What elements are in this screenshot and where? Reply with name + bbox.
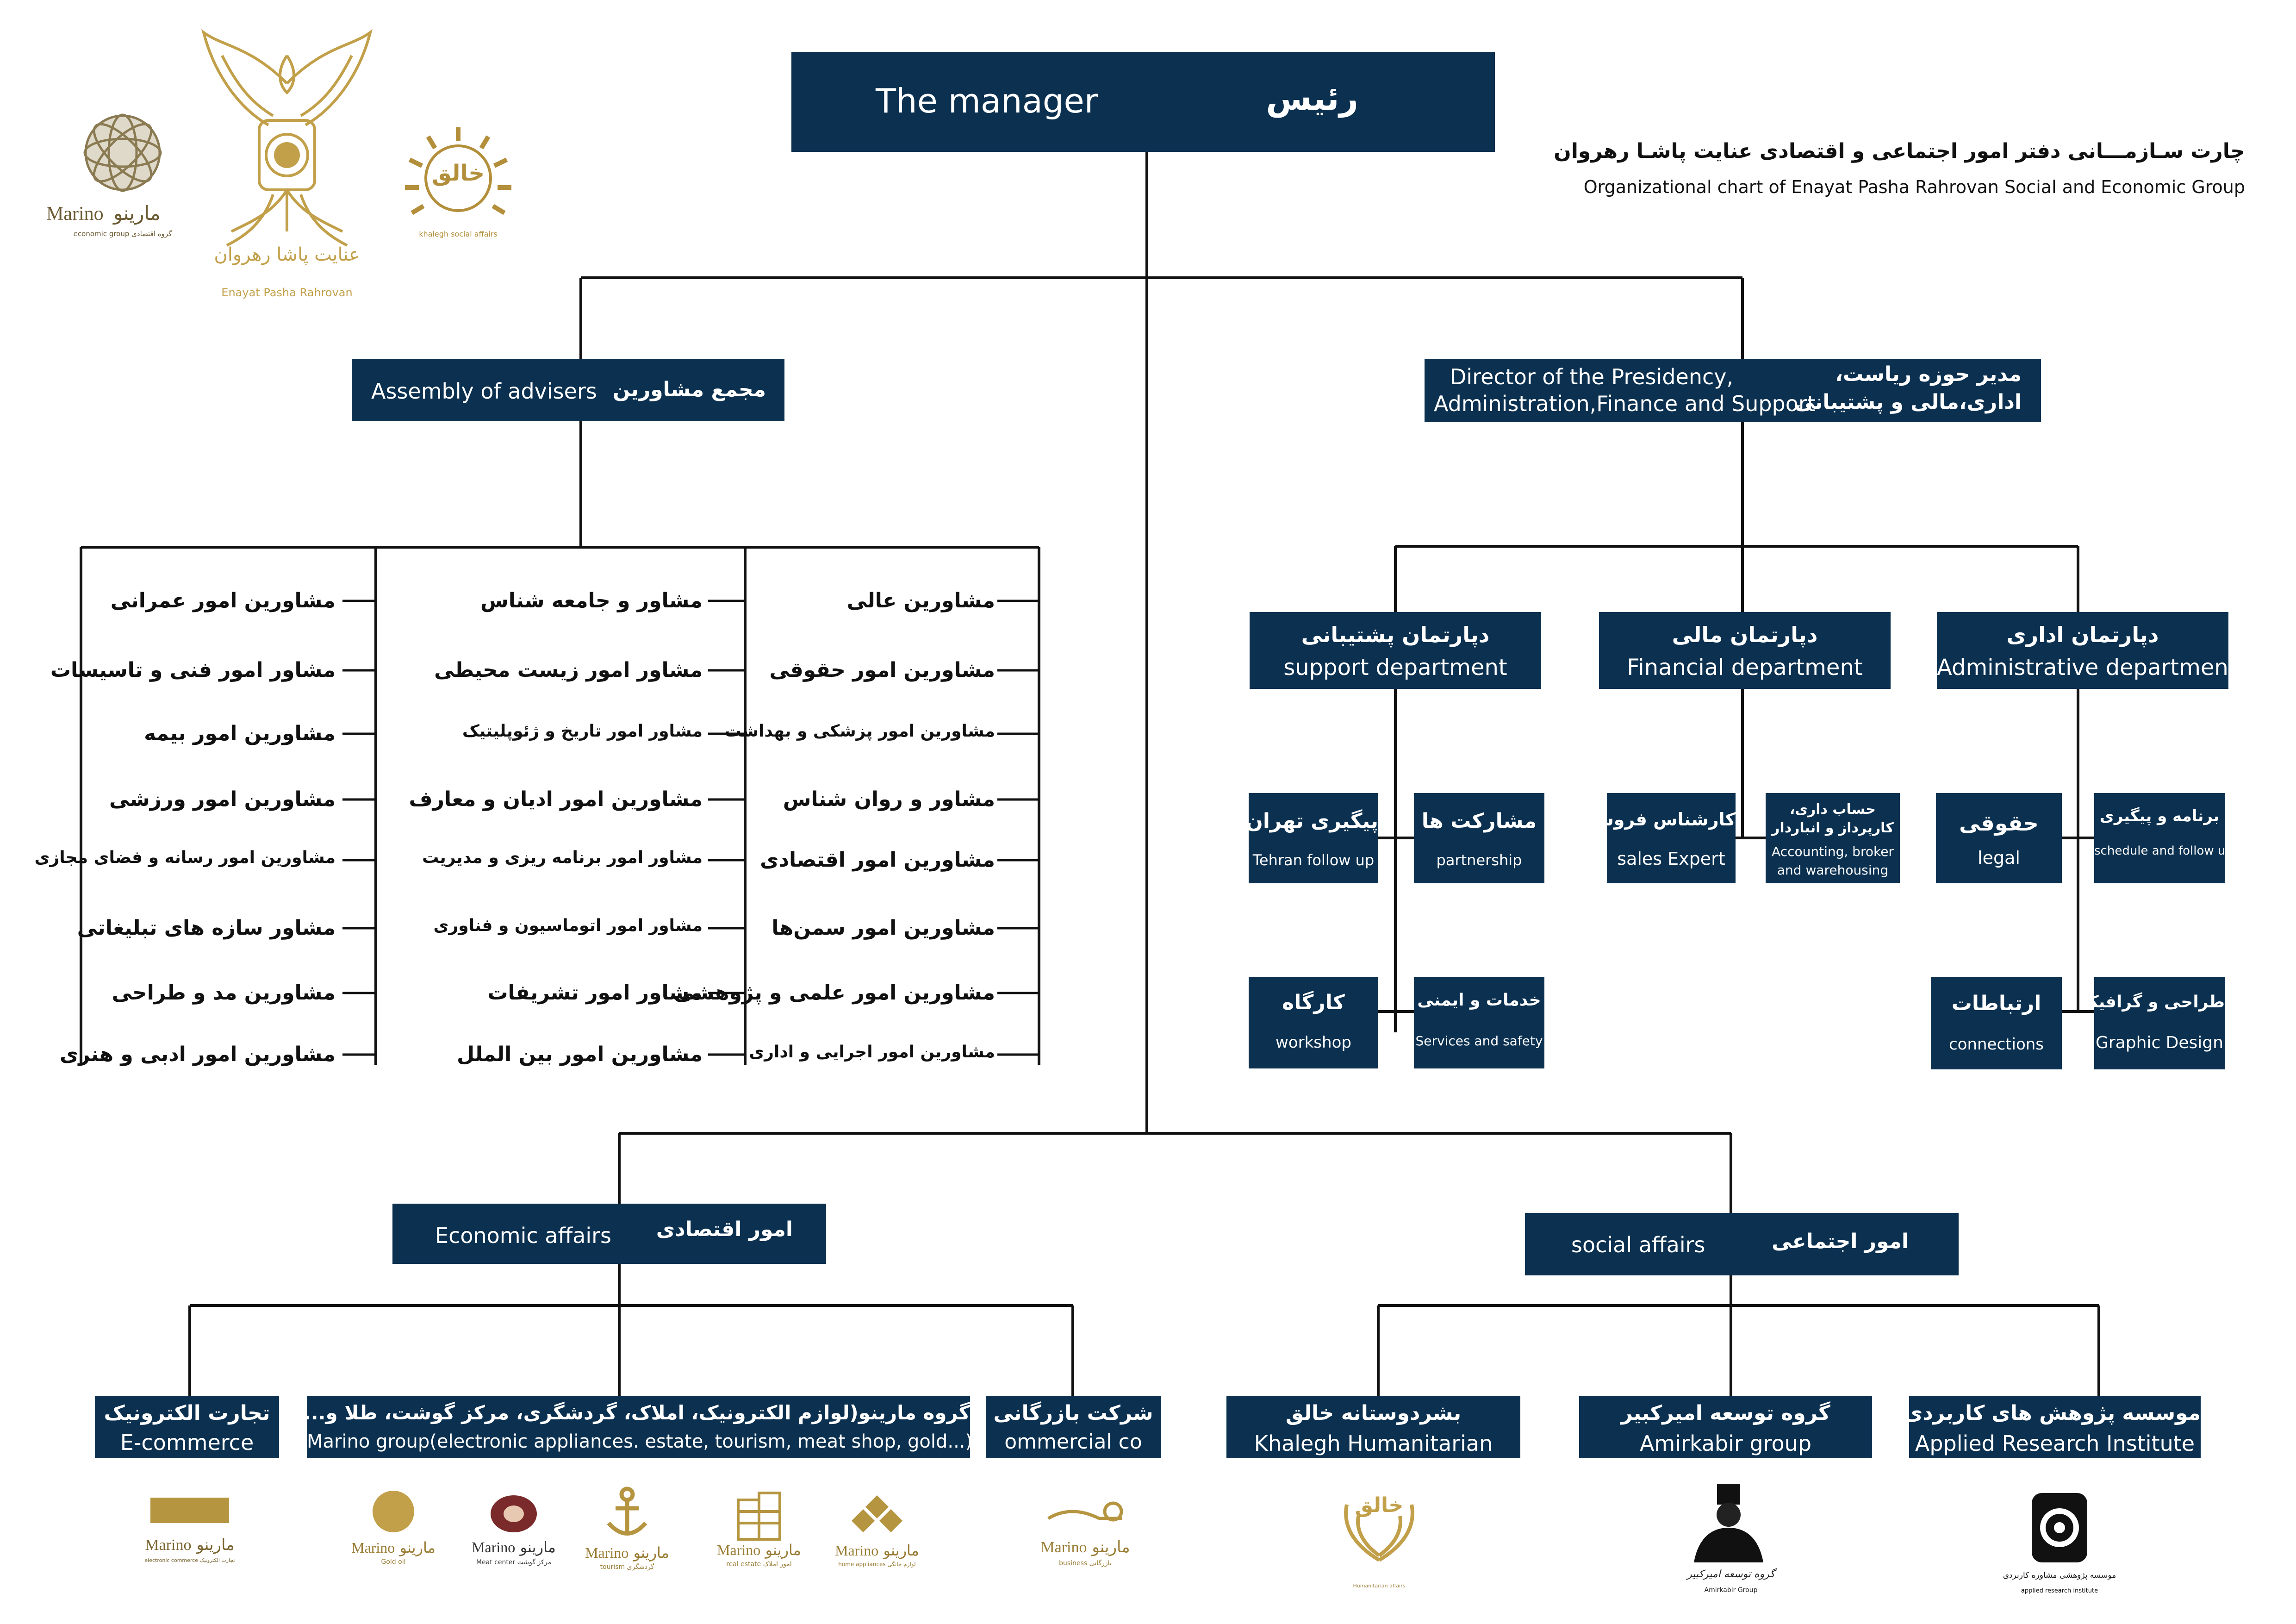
- adviser-item: مشاورین مد و طراحی: [112, 981, 336, 1005]
- social-affairs-fa: امور اجتماعی: [1772, 1230, 1909, 1253]
- partnership-fa: مشارکت ها: [1421, 809, 1537, 833]
- khalegh-logo-fa: خالق: [432, 160, 485, 186]
- director-label-fa-2: اداری،مالی و پشتیبانی: [1794, 390, 2022, 414]
- adviser-item: مشاورین امور حقوقی: [769, 658, 995, 682]
- diamond-tiles-icon: [824, 1493, 930, 1539]
- marino-economic-logo: [46, 106, 199, 259]
- business-logo-caption: business بازرگانی: [1059, 1560, 1112, 1567]
- research-institute-fa: موسسه پژوهش های کاربردی: [1904, 1401, 2201, 1425]
- home-appliances-logo-brand: Marino مارینو: [835, 1542, 919, 1559]
- amirkabir-group-fa: گروه توسعه امیرکبیر: [1621, 1401, 1830, 1425]
- commercial-co-box[interactable]: [986, 1396, 1161, 1458]
- khalegh-humanitarian-en: Khalegh Humanitarian: [1254, 1431, 1493, 1456]
- tehran-follow-up-box[interactable]: [1245, 793, 1378, 883]
- services-safety-fa: خدمات و ایمنی: [1417, 991, 1541, 1010]
- director-box[interactable]: [1425, 359, 2041, 422]
- adviser-item: مشاورین امور بیمه: [144, 722, 336, 745]
- economic-affairs-box[interactable]: [392, 1204, 826, 1264]
- research-institute-box[interactable]: [1904, 1396, 2201, 1458]
- amirkabir-logo-fa: گروه توسعه امیرکبیر: [1687, 1568, 1775, 1580]
- marino-brand-fa: مارینو: [113, 202, 161, 225]
- commercial-co-en: ommercial co: [1004, 1430, 1142, 1454]
- business-logo-brand: Marino مارینو: [1040, 1538, 1130, 1556]
- adviser-item: مشاور امور تشریفات: [487, 981, 703, 1005]
- khalegh-humanitarian-logo-caption: Humanitarian affairs: [1353, 1583, 1406, 1589]
- gold-logo-brand: Marino مارینو: [351, 1539, 436, 1556]
- financial-department-en: Financial department: [1627, 655, 1863, 681]
- director-label-fa-1: مدیر حوزه ریاست،: [1835, 362, 2022, 386]
- support-department-en: support department: [1283, 655, 1507, 681]
- partnership-en: partnership: [1436, 851, 1522, 869]
- adviser-item: مشاور امور برنامه ریزی و مدیریت: [422, 848, 703, 867]
- adviser-item: مشاورین امور پزشکی و بهداشت: [724, 722, 995, 741]
- social-affairs-box[interactable]: [1525, 1213, 1959, 1275]
- connections-en: connections: [1948, 1035, 2044, 1054]
- adviser-item: مشاورین امور اجرایی و اداری: [749, 1043, 995, 1062]
- advisers-label-en: Assembly of advisers: [371, 379, 597, 404]
- gold-coin-icon: [347, 1488, 440, 1535]
- economic-affairs-fa: امور اقتصادی: [656, 1218, 793, 1241]
- meat-center-logo: [463, 1491, 565, 1579]
- business-logo: [1030, 1493, 1141, 1576]
- research-institute-logo-caption: applied research institute: [2021, 1587, 2098, 1594]
- ecommerce-fa: تجارت الکترونیک: [104, 1401, 270, 1425]
- tehran-follow-up-en: Tehran follow up: [1252, 851, 1375, 869]
- support-department-fa: دپارتمان پشتیبانی: [1301, 622, 1490, 647]
- administrative-department-en: Administrative department: [1937, 655, 2237, 681]
- adviser-item: مشاورین عالی: [846, 589, 995, 612]
- meat-center-logo-caption: Meat center مرکز گوشت: [476, 1559, 552, 1566]
- marino-group-box[interactable]: [303, 1396, 973, 1458]
- research-institute-logo: [2002, 1488, 2117, 1599]
- ecommerce-logo-caption: electronic commerce تجارت الکترونیک: [144, 1557, 235, 1563]
- legal-en: legal: [1978, 848, 2020, 868]
- amirkabir-portrait-icon: [1666, 1481, 1796, 1565]
- adviser-item: مشاورین امور اقتصادی: [760, 848, 995, 872]
- adviser-item: مشاور و جامعه شناس: [480, 589, 703, 612]
- services-safety-box[interactable]: [1414, 977, 1544, 1068]
- adviser-item: مشاور و روان شناس: [783, 787, 995, 811]
- schedule-follow-up-box[interactable]: [2094, 793, 2233, 883]
- adviser-item: مشاورین امور رسانه و فضای مجازی: [34, 848, 336, 867]
- chart-title-en: Organizational chart of Enayat Pasha Rahrovan Social and Economic Group: [1583, 177, 2245, 197]
- khalegh-social-logo: [398, 120, 518, 245]
- khalegh-logo-caption: khalegh social affairs: [419, 230, 498, 238]
- marino-group-en: Marino group(electronic appliances. estate, tourism, meat shop, gold...): [307, 1431, 973, 1452]
- tourism-logo-brand: Marino مارینو: [585, 1544, 669, 1562]
- commercial-co-fa: شرکت بازرگانی: [993, 1401, 1153, 1425]
- ecommerce-box[interactable]: [95, 1396, 279, 1458]
- phoenix-emblem-icon: [194, 28, 380, 269]
- home-appliances-logo: [824, 1493, 930, 1581]
- home-appliances-logo-caption: home appliances لوازم خانگی: [838, 1561, 916, 1568]
- accounting-box[interactable]: [1766, 793, 1900, 883]
- partnership-box[interactable]: [1414, 793, 1544, 883]
- adviser-item: مشاورین امور ورزشی: [109, 787, 336, 811]
- tourism-logo: [581, 1486, 673, 1579]
- ecommerce-logo: [134, 1498, 245, 1576]
- social-affairs-en: social affairs: [1571, 1232, 1705, 1257]
- administrative-department-fa: دپارتمان اداری: [2006, 622, 2159, 647]
- flower-emblem-icon: [46, 106, 199, 213]
- amirkabir-logo-caption: Amirkabir Group: [1704, 1587, 1758, 1594]
- adviser-item: مشاور سازه های تبلیغاتی: [77, 916, 336, 940]
- advisers-box[interactable]: [352, 359, 784, 421]
- real-estate-logo-brand: Marino مارینو: [717, 1541, 801, 1559]
- tourism-logo-caption: tourism گردشگری: [600, 1563, 654, 1571]
- buildings-icon: [706, 1491, 812, 1542]
- khalegh-humanitarian-box[interactable]: [1226, 1396, 1520, 1458]
- sales-expert-box[interactable]: [1589, 793, 1736, 883]
- ecommerce-en: E-commerce: [120, 1430, 254, 1455]
- sales-expert-fa: کارشناس فروش: [1589, 809, 1736, 830]
- khalegh-humanitarian-logo-fa: خالق: [1355, 1493, 1404, 1517]
- financial-department-fa: دپارتمان مالی: [1672, 622, 1818, 647]
- accounting-fa-2: کارپرداز و انباردار: [1772, 820, 1894, 836]
- financial-department-box[interactable]: [1599, 612, 1891, 689]
- accounting-fa-1: حساب داری،: [1790, 801, 1876, 818]
- adviser-item: مشاور امور تاریخ و ژئوپلیتیک: [462, 722, 703, 741]
- anchor-icon: [581, 1486, 673, 1542]
- adviser-item: مشاورین امور ادیان و معارف: [409, 787, 703, 811]
- ecommerce-logo-brand: Marino مارینو: [145, 1536, 235, 1554]
- adviser-item: مشاور امور زیست محیطی: [434, 658, 703, 682]
- graphic-design-en: Graphic Design: [2096, 1033, 2223, 1052]
- amirkabir-group-en: Amirkabir group: [1639, 1431, 1812, 1456]
- workshop-en: workshop: [1276, 1033, 1351, 1052]
- adviser-item: مشاورین امور علمی و پژوهشی: [673, 981, 995, 1005]
- schedule-follow-up-fa: برنامه و پیگیری: [2099, 807, 2220, 825]
- enayat-pasha-caption: Enayat Pasha Rahrovan: [221, 286, 353, 299]
- connections-fa: ارتباطات: [1951, 992, 2041, 1015]
- administrative-department-box[interactable]: [1937, 612, 2237, 689]
- connections-box[interactable]: [1931, 977, 2062, 1069]
- legal-fa: حقوقی: [1959, 811, 2039, 836]
- enayat-pasha-logo: [194, 28, 380, 306]
- manager-label-fa: رئیس: [1266, 79, 1358, 118]
- research-institute-en: Applied Research Institute: [1915, 1431, 2195, 1456]
- workshop-fa: کارگاه: [1282, 991, 1345, 1014]
- graphic-design-fa: طراحی و گرافیک: [2081, 993, 2225, 1012]
- research-institute-logo-fa: موسسه پژوهشی مشاوره کاربردی: [2003, 1571, 2116, 1580]
- manager-box[interactable]: [791, 52, 1495, 152]
- enayat-pasha-fa: عنایت پاشا رهروان: [214, 244, 360, 265]
- gold-logo: [347, 1488, 440, 1576]
- business-emblem-icon: [1030, 1493, 1141, 1539]
- adviser-item: مشاورین امور سمن‌ها: [772, 916, 995, 940]
- sales-expert-en: sales Expert: [1617, 849, 1725, 869]
- meat-center-logo-brand: Marino مارینو: [472, 1538, 556, 1556]
- schedule-follow-up-en: schedule and follow up: [2094, 844, 2233, 858]
- graphic-design-box[interactable]: [2081, 977, 2225, 1069]
- accounting-en-1: Accounting, broker: [1772, 844, 1894, 859]
- gold-logo-caption: Gold oil: [381, 1558, 406, 1566]
- amirkabir-group-box[interactable]: [1579, 1396, 1872, 1458]
- steak-icon: [463, 1491, 565, 1537]
- khalegh-humanitarian-fa: بشردوستانه خالق: [1285, 1401, 1462, 1425]
- marino-economic-caption: economic group گروه اقتصادی: [73, 230, 172, 238]
- advisers-label-fa: مجمع مشاورین: [612, 378, 766, 401]
- manager-label-en: The manager: [876, 81, 1098, 120]
- adviser-item: مشاور امور اتوماسیون و فناوری: [433, 916, 703, 935]
- marino-brand-text: Marino: [46, 203, 104, 225]
- adviser-item: مشاورین امور ادبی و هنری: [59, 1043, 336, 1066]
- real-estate-logo-caption: real estate امور املاک: [726, 1561, 792, 1568]
- real-estate-logo: [706, 1491, 812, 1579]
- legal-box[interactable]: [1936, 793, 2062, 883]
- tehran-follow-up-fa: پیگیری تهران: [1245, 809, 1378, 833]
- economic-affairs-en: Economic affairs: [435, 1223, 612, 1248]
- marino-group-fa: گروه مارینو(لوازم الکترونیک، املاک، گردشگری، مرکز گوشت، طلا و...: [303, 1401, 970, 1424]
- adviser-item: مشاور امور فنی و تاسیسات: [50, 658, 336, 682]
- director-label-en-2: Administration,Finance and Support: [1434, 391, 1816, 416]
- director-label-en-1: Director of the Presidency,: [1450, 364, 1734, 389]
- chart-title-fa: چارت سـازمـــانی دفتر امور اجتماعی و اقتصادی عنایت پاشـا رهروان: [1554, 139, 2245, 163]
- research-shield-icon: [2002, 1488, 2117, 1567]
- amirkabir-logo: [1666, 1481, 1796, 1602]
- support-department-box[interactable]: [1250, 612, 1541, 689]
- workshop-box[interactable]: [1249, 977, 1378, 1068]
- services-safety-en: Services and safety: [1415, 1033, 1543, 1049]
- adviser-item: مشاورین امور عمرانی: [110, 589, 336, 612]
- adviser-item: مشاورین امور بین الملل: [457, 1043, 703, 1066]
- accounting-en-2: and warehousing: [1777, 862, 1889, 878]
- khalegh-humanitarian-logo: [1324, 1486, 1435, 1593]
